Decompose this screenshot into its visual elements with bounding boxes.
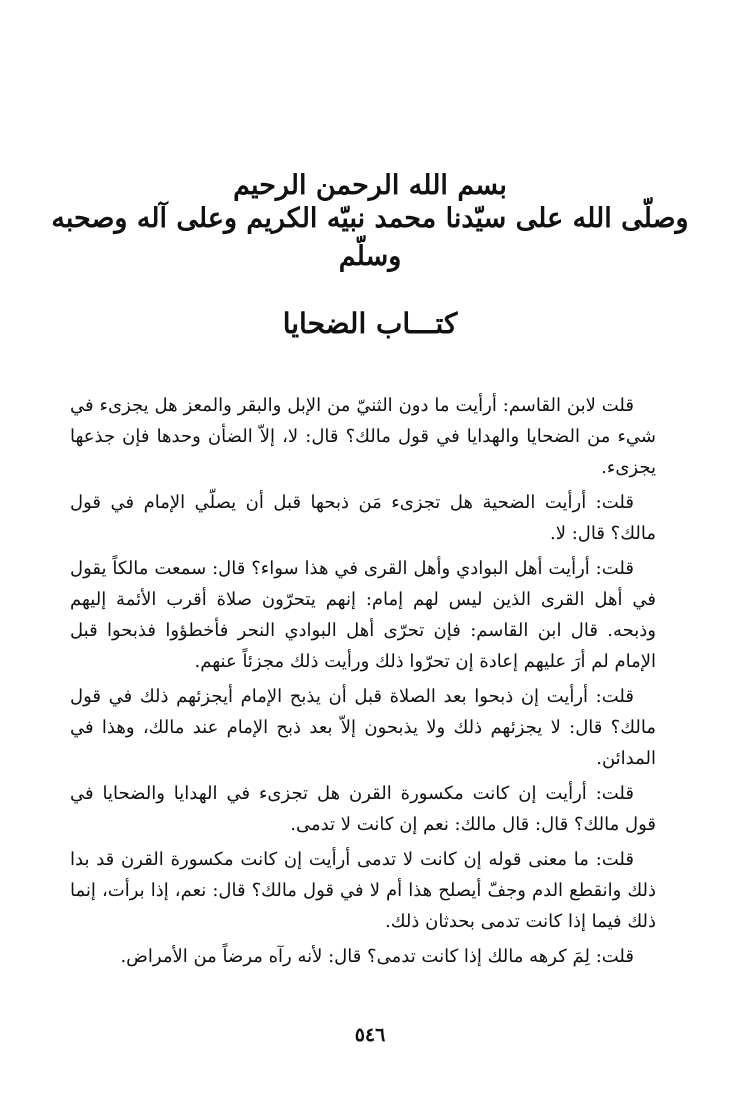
chapter-title: كتـــاب الضحايا (282, 307, 458, 340)
paragraph: قلت: أرأيت إن ذبحوا بعد الصلاة قبل أن يذبح الإمام أيجزئهم ذلك في قول مالك؟ قال: لا يجزئهم ذلك ولا يذبحون إلاّ بعد ذبح الإمام عند مالك، وهذا في المدائن. (70, 686, 656, 769)
salawat-heading: وصلّى الله على سيّدنا محمد نبيّه الكريم وعلى آله وصحبه وسلّم (51, 203, 689, 272)
page-number: ٥٤٦ (354, 1024, 386, 1046)
text-body (70, 390, 656, 976)
paragraph: قلت: أرأيت الضحية هل تجزىء مَن ذبحها قبل أن يصلّي الإمام في قول مالك؟ قال: لا. (70, 492, 656, 544)
basmala-heading: بسم الله الرحمن الرحيم (233, 170, 507, 201)
paragraph: قلت لابن القاسم: أرأيت ما دون الثنيّ من الإبل والبقر والمعز هل يجزىء في شيء من الضحايا والهدايا في قول مالك؟ قال: لا، إلاّ الضأن وحدها فإن جذعها يجزىء. (70, 395, 656, 478)
paragraph: قلت: أرأيت إن كانت مكسورة القرن هل تجزىء في الهدايا والضحايا في قول مالك؟ قال: قال مالك: نعم إن كانت لا تدمى. (70, 783, 656, 835)
paragraph: قلت: ما معنى قوله إن كانت لا تدمى أرأيت إن كانت مكسورة القرن قد بدا ذلك وانقطع الدم وجفّ أيصلح هذا أم لا في قول مالك؟ قال: نعم، إذا برأت، إنما ذلك فيما إذا كانت تدمى بحدثان ذلك. (70, 849, 656, 932)
paragraph: قلت: لِمَ كرهه مالك إذا كانت تدمى؟ قال: لأنه رآه مرضاً من الأمراض. (120, 946, 634, 967)
paragraph: قلت: أرأيت أهل البوادي وأهل القرى في هذا سواء؟ قال: سمعت مالكاً يقول في أهل القرى الذين ليس لهم إمام: إنهم يتحرّون صلاة أقرب الأئمة إليهم وذبحه. قال ابن القاسم: فإن تحرّى أهل البوادي النحر فأخطؤوا فذبحوا قبل الإمام لم أرَ عليهم إعادة إن تحرّوا ذلك ورأيت ذلك مجزئاً عنهم. (70, 558, 656, 672)
